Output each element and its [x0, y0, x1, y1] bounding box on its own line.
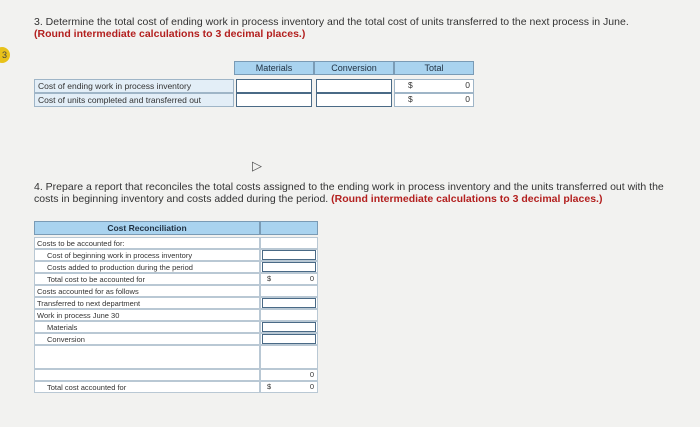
row-total-accounted-label: Total cost accounted for	[34, 381, 260, 393]
row-transferred-label: Cost of units completed and transferred out	[34, 93, 234, 107]
total-to-account-value: 0	[309, 274, 314, 283]
wip-conversion-input[interactable]	[262, 334, 316, 344]
header-materials: Materials	[234, 61, 314, 75]
ending-wip-conversion-input[interactable]	[316, 79, 392, 93]
row-accounted-as-follows-cell	[260, 285, 318, 297]
ending-wip-currency: $	[408, 80, 413, 90]
wip-total-value: 0	[309, 370, 314, 379]
row-wip-june-label: Work in process June 30	[34, 309, 260, 321]
row-costs-to-account-value	[260, 237, 318, 249]
header-total: Total	[394, 61, 474, 75]
row-wip-total	[34, 369, 260, 381]
row-materials-label: Materials	[34, 321, 260, 333]
mouse-pointer-icon: ▷	[252, 158, 262, 173]
question-4-text	[34, 181, 674, 205]
row-blank	[34, 345, 260, 369]
header-conversion: Conversion	[314, 61, 394, 75]
row-wip-june-cell	[260, 309, 318, 321]
row-beginning-wip-label: Cost of beginning work in process inventory	[34, 249, 260, 261]
ending-wip-materials-input[interactable]	[236, 79, 312, 93]
row-accounted-as-follows-label: Costs accounted for as follows	[34, 285, 260, 297]
row-total-to-account-label: Total cost to be accounted for	[34, 273, 260, 285]
transferred-currency: $	[408, 94, 413, 104]
row-costs-added-label: Costs added to production during the period	[34, 261, 260, 273]
beginning-wip-input[interactable]	[262, 250, 316, 260]
total-accounted-currency: $	[267, 382, 272, 391]
row-blank-cell	[260, 345, 318, 369]
ending-wip-total: 0	[465, 80, 470, 90]
row-conversion-label: Conversion	[34, 333, 260, 345]
question-3-emphasis: (Round intermediate calculations to 3 decimal places.)	[34, 28, 306, 40]
transferred-next-input[interactable]	[262, 298, 316, 308]
question-4-body: 4. Prepare a report that reconciles the total costs assigned to the ending work in process inventory and the units transferred out with the costs in beginning inventory and costs added during the period.	[34, 181, 664, 205]
cost-reconciliation-header-value	[260, 221, 318, 235]
question-badge: 3	[0, 47, 10, 63]
transferred-conversion-input[interactable]	[316, 93, 392, 107]
row-costs-to-account-label: Costs to be accounted for:	[34, 237, 260, 249]
total-accounted-value: 0	[309, 382, 314, 391]
costs-added-input[interactable]	[262, 262, 316, 272]
total-to-account-currency: $	[267, 274, 272, 283]
cost-reconciliation-title: Cost Reconciliation	[34, 221, 260, 235]
question-3-text	[34, 16, 634, 40]
row-transferred-next-label: Transferred to next department	[34, 297, 260, 309]
transferred-total: 0	[465, 94, 470, 104]
question-4-emphasis: (Round intermediate calculations to 3 decimal places.)	[331, 193, 603, 205]
transferred-materials-input[interactable]	[236, 93, 312, 107]
question-3-body: 3. Determine the total cost of ending work in process inventory and the total cost of units transferred to the next process in June.	[34, 16, 629, 28]
wip-materials-input[interactable]	[262, 322, 316, 332]
row-ending-wip-label: Cost of ending work in process inventory	[34, 79, 234, 93]
